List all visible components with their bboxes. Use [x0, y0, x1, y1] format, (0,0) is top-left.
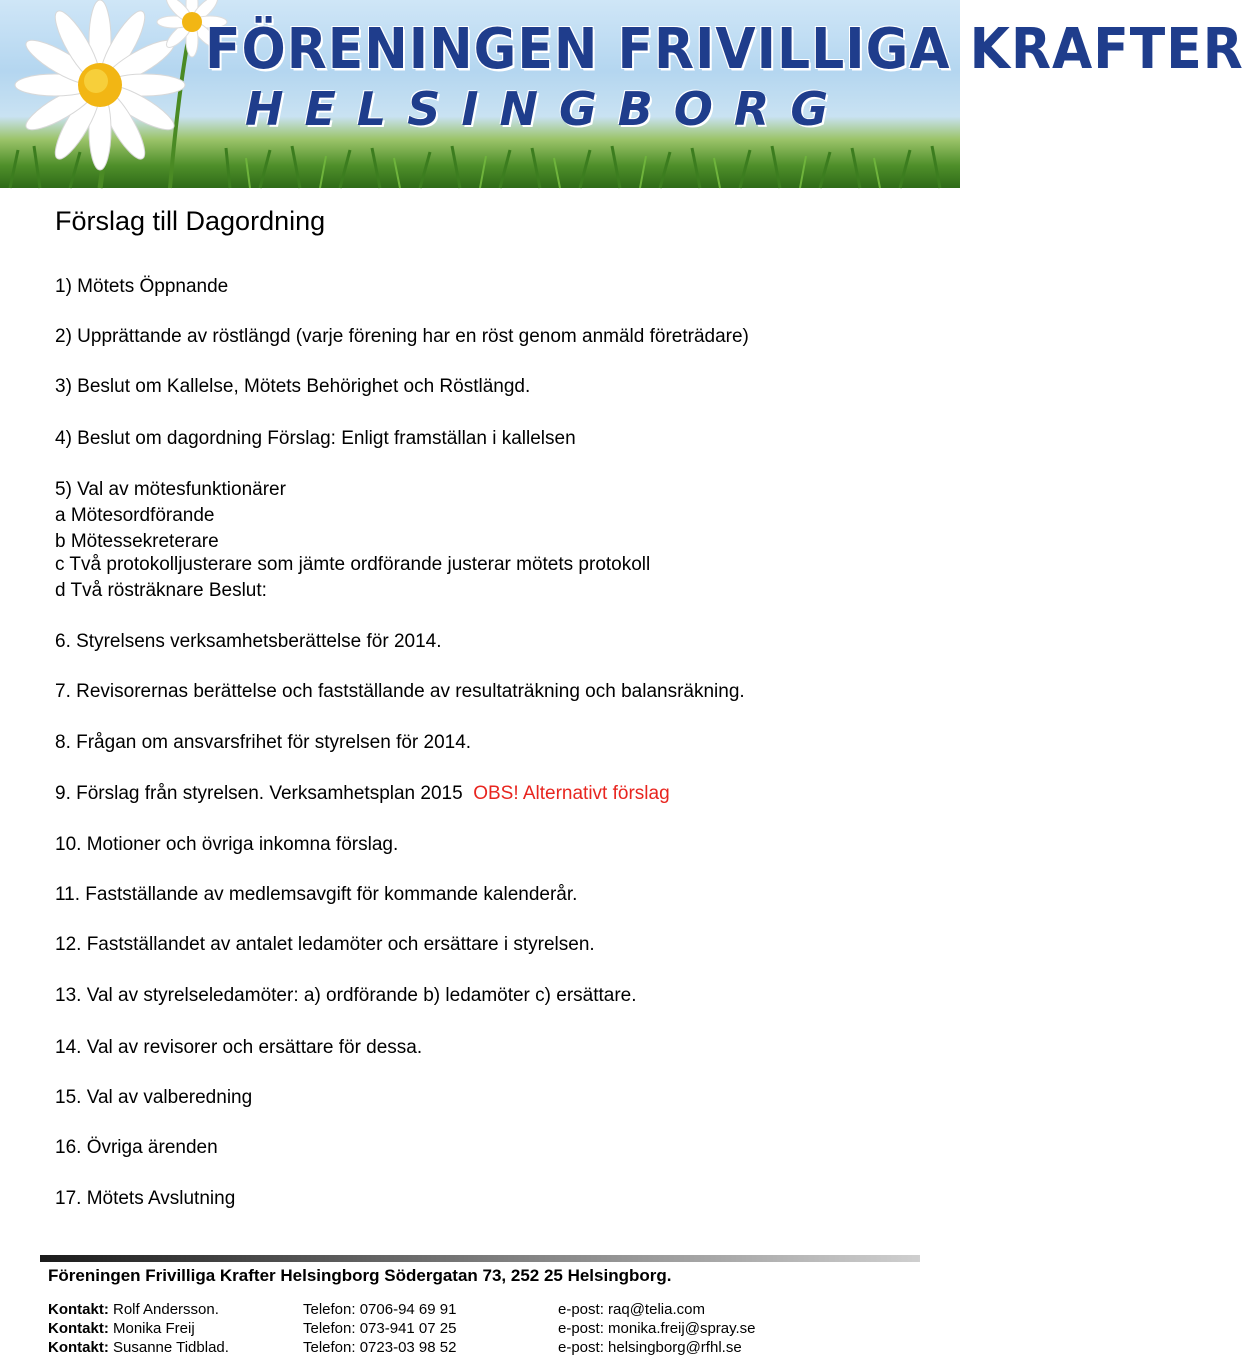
- agenda-item-1: 1) Mötets Öppnande: [55, 276, 229, 297]
- banner-title: FÖRENINGEN FRIVILLIGA KRAFTER: [205, 17, 1244, 83]
- contact-label: Kontakt:: [48, 1320, 109, 1337]
- agenda-item-14: 14. Val av revisorer och ersättare för dessa.: [55, 1037, 423, 1058]
- agenda-subitem-5a: a Mötesordförande: [55, 505, 215, 526]
- agenda-item-15: 15. Val av valberedning: [55, 1087, 253, 1108]
- agenda-subitem-5b: b Mötessekreterare: [55, 531, 219, 552]
- footer-divider: [40, 1255, 920, 1262]
- contact-row: [48, 1338, 928, 1357]
- header-banner: [0, 0, 1244, 188]
- agenda-item-7: 7. Revisorernas berättelse och fastställande av resultaträkning och balansräkning.: [55, 681, 745, 702]
- obs-note: OBS! Alternativt förslag: [473, 783, 670, 804]
- agenda-item-16: 16. Övriga ärenden: [55, 1137, 218, 1158]
- agenda-item-17: 17. Mötets Avslutning: [55, 1188, 236, 1209]
- footer-contacts: [48, 1300, 928, 1356]
- agenda-subitem-5d: d Två rösträknare Beslut:: [55, 580, 267, 601]
- contact-name: Rolf Andersson.: [113, 1301, 219, 1318]
- agenda-item-2: 2) Upprättande av röstlängd (varje förening har en röst genom anmäld företrädare): [55, 326, 749, 347]
- contact-email: e-post: raq@telia.com: [558, 1301, 705, 1318]
- agenda-item-13: 13. Val av styrelseledamöter: a) ordförande b) ledamöter c) ersättare.: [55, 985, 637, 1006]
- agenda-item-9-text: 9. Förslag från styrelsen. Verksamhetsplan 2015: [55, 783, 463, 804]
- agenda-item-4: 4) Beslut om dagordning Förslag: Enligt framställan i kallelsen: [55, 428, 576, 449]
- banner-subtitle: HELSINGBORG: [245, 82, 850, 136]
- footer-org-address: Föreningen Frivilliga Krafter Helsingborg Södergatan 73, 252 25 Helsingborg.: [48, 1266, 672, 1285]
- contact-phone: Telefon: 0706-94 69 91: [303, 1301, 457, 1318]
- contact-email: e-post: helsingborg@rfhl.se: [558, 1339, 742, 1356]
- contact-label: Kontakt:: [48, 1301, 109, 1318]
- agenda-item-11: 11. Fastställande av medlemsavgift för kommande kalenderår.: [55, 884, 578, 905]
- contact-email: e-post: monika.freij@spray.se: [558, 1320, 756, 1337]
- agenda-item-3: 3) Beslut om Kallelse, Mötets Behörighet och Röstlängd.: [55, 376, 531, 397]
- contact-phone: Telefon: 073-941 07 25: [303, 1320, 457, 1337]
- contact-row: [48, 1300, 928, 1319]
- agenda-subitem-5c: c Två protokolljusterare som jämte ordförande justerar mötets protokoll: [55, 554, 651, 575]
- agenda-item-5: 5) Val av mötesfunktionärer: [55, 479, 286, 500]
- contact-row: [48, 1319, 928, 1338]
- contact-name: Susanne Tidblad.: [113, 1339, 229, 1356]
- agenda-item-8: 8. Frågan om ansvarsfrihet för styrelsen för 2014.: [55, 732, 472, 753]
- contact-phone: Telefon: 0723-03 98 52: [303, 1339, 457, 1356]
- agenda-item-12: 12. Fastställandet av antalet ledamöter och ersättare i styrelsen.: [55, 934, 595, 955]
- agenda-item-6: 6. Styrelsens verksamhetsberättelse för 2014.: [55, 631, 442, 652]
- agenda-item-10: 10. Motioner och övriga inkomna förslag.: [55, 834, 399, 855]
- contact-name: Monika Freij: [113, 1320, 195, 1337]
- contact-label: Kontakt:: [48, 1339, 109, 1356]
- page-title: Förslag till Dagordning: [55, 206, 326, 236]
- agenda-item-9: [55, 781, 670, 807]
